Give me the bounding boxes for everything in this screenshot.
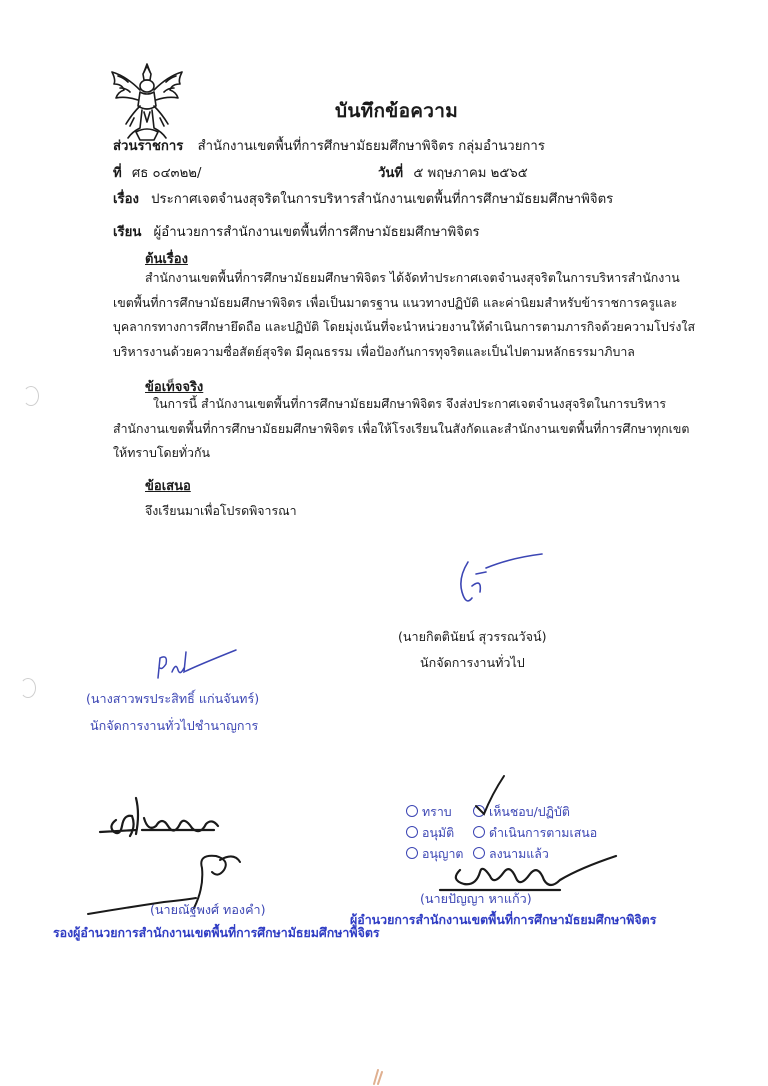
option-circle-icon [473, 826, 485, 838]
facts-line: ในการนี้ สำนักงานเขตพื้นที่การศึกษามัธยมศึกษาพิจิตร จึงส่งประกาศเจตจำนงสุจริตในการบริหาร [153, 396, 667, 411]
to-value: ผู้อำนวยการสำนักงานเขตพื้นที่การศึกษามัธยมศึกษาพิจิตร [153, 225, 480, 240]
background-paragraph [113, 266, 701, 364]
date-label: วันที่ [378, 166, 404, 181]
option-permit: อนุญาต [406, 843, 463, 864]
agency-value: สำนักงานเขตพื้นที่การศึกษามัธยมศึกษาพิจิตร กลุ่มอำนวยการ [197, 139, 545, 154]
bottom-mark [370, 1066, 386, 1086]
option-agree: เห็นชอบ/ปฏิบัติ [473, 801, 597, 822]
punch-hole [20, 678, 36, 698]
subject-value: ประกาศเจตจำนงสุจริตในการบริหารสำนักงานเขตพื้นที่การศึกษามัธยมศึกษาพิจิตร [151, 192, 614, 207]
option-approve: อนุมัติ [406, 822, 463, 843]
reviewer-name: (นางสาวพรประสิทธิ์ แก่นจันทร์) [86, 691, 260, 706]
background-line: บริหารงานด้วยความซื่อสัตย์สุจริต มีคุณธรรม เพื่อป้องกันการทุจริตและเป็นไปตามหลักธรรมาภิบาล [113, 343, 635, 359]
facts-line: ให้ทราบโดยทั่วกัน [113, 445, 210, 460]
option-circle-icon [406, 805, 418, 817]
punch-hole [23, 386, 39, 406]
reviewer-position: นักจัดการงานทั่วไปชำนาญการ [90, 718, 259, 733]
author-name: (นายกิตตินัยน์ สุวรรณวัจน์) [398, 629, 547, 644]
memo-title: บันทึกข้อความ [335, 100, 459, 122]
deputy-position: รองผู้อำนวยการสำนักงานเขตพื้นที่การศึกษามัธยมศึกษาพิจิตร [53, 925, 380, 940]
author-position: นักจัดการงานทั่วไป [420, 655, 525, 670]
date-value: ๕ พฤษภาคม ๒๕๖๕ [413, 166, 528, 181]
to-label: เรียน [113, 225, 142, 240]
garuda-emblem [108, 62, 186, 142]
check-mark-icon [470, 774, 510, 818]
proposal-line: จึงเรียนมาเพื่อโปรดพิจารณา [145, 503, 297, 518]
deputy-name: (นายณัฐพงศ์ ทองคำ) [150, 902, 266, 917]
facts-heading: ข้อเท็จจริง [145, 380, 204, 395]
agency-row [113, 135, 545, 156]
subject-row [113, 188, 613, 209]
option-proceed: ดำเนินการตามเสนอ [473, 822, 597, 843]
option-acknowledge: ทราบ [406, 801, 463, 822]
author-signature [430, 552, 550, 612]
facts-line: สำนักงานเขตพื้นที่การศึกษามัธยมศึกษาพิจิตร เพื่อให้โรงเรียนในสังกัดและสำนักงานเขตพื้นที่การศึกษาทุกเขต [113, 420, 690, 436]
option-signed: ลงนามแล้ว [473, 843, 597, 864]
ref-value: ศธ ๐๔๓๒๒/ [131, 166, 202, 181]
director-name: (นายปัญญา หาแก้ว) [420, 891, 532, 906]
reviewer-signature [150, 648, 240, 682]
background-line: เขตพื้นที่การศึกษามัธยมศึกษาพิจิตร เพื่อเป็นมาตรฐาน แนวทางปฏิบัติ และค่านิยมสำหรับข้าราชการครูและ [113, 294, 678, 310]
facts-paragraph [113, 392, 701, 466]
director-position: ผู้อำนวยการสำนักงานเขตพื้นที่การศึกษามัธยมศึกษาพิจิตร [350, 912, 657, 927]
background-line: สำนักงานเขตพื้นที่การศึกษามัธยมศึกษาพิจิตร ได้จัดทำประกาศเจตจำนงสุจริตในการบริหารสำนักงาน [145, 270, 680, 285]
agency-label: ส่วนราชการ [113, 139, 184, 154]
ref-label: ที่ [113, 166, 122, 181]
background-line: บุคลากรทางการศึกษายึดถือ และปฏิบัติ โดยมุ่งเน้นที่จะนำหน่วยงานให้ดำเนินการตามภารกิจด้วยความโปร่งใส [113, 319, 696, 334]
date-row [378, 162, 528, 183]
subject-label: เรื่อง [113, 192, 139, 207]
option-circle-icon [406, 826, 418, 838]
ref-row [113, 162, 201, 183]
proposal-heading: ข้อเสนอ [145, 479, 191, 494]
option-circle-icon [406, 847, 418, 859]
deputy-initial-signature [96, 796, 256, 844]
to-row [113, 221, 480, 242]
background-heading: ต้นเรื่อง [145, 252, 188, 267]
